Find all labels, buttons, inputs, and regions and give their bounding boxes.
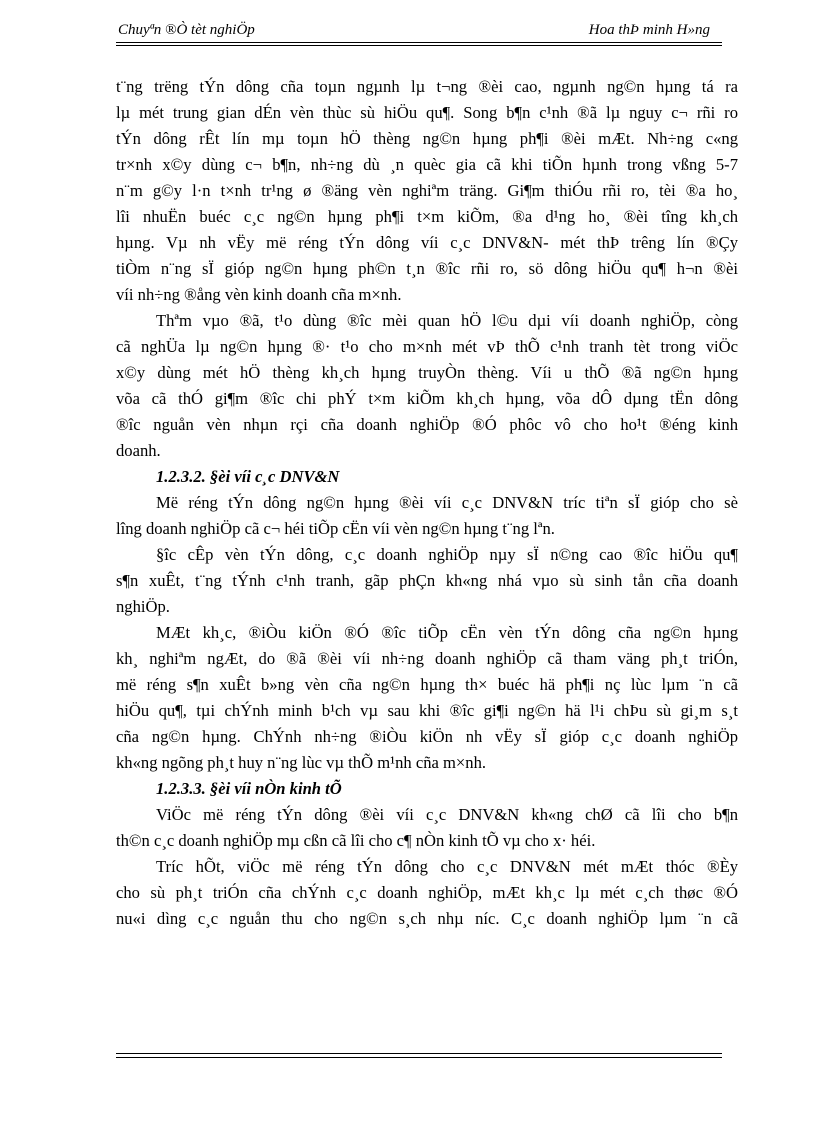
text-line: tr×nh x©y dùng c¬ b¶n, nh÷ng dù ¸n quèc gia cã khi tiÕn hµnh trong vßng 5-7 [116,155,738,174]
text-line: Thªm vµo ®ã, t¹o dùng ®îc mèi quan hÖ l©u dµi víi doanh nghiÖp, còng [156,311,738,330]
text-line: doanh. [116,441,161,460]
text-line: nu«i dìng c¸c nguån thu cho ng©n s¸ch nhµ níc. C¸c doanh nghiÖp lµm ¨n cã [116,909,738,928]
text-line: cã nghÜa lµ ng©n hµng ®· t¹o cho m×nh mét vÞ thÕ c¹nh tranh tèt trong viÖc [116,337,738,356]
text-line: s¶n xuÊt, t¨ng tÝnh c¹nh tranh, gãp phÇn kh«ng nhá vµo sù sinh tån cña doanh [116,571,738,590]
header-rule [116,45,722,46]
text-line: §îc cÊp vèn tÝn dông, c¸c doanh nghiÖp nµy sÏ n©ng cao ®îc hiÖu qu¶ [156,545,738,564]
text-line: tiÒm n¨ng sÏ gióp ng©n hµng ph©n t¸n ®îc rñi ro, sö dông hiÖu qu¶ h¬n ®èi [116,259,738,278]
section-heading: 1.2.3.2. §èi víi c¸c DNV&N [156,467,340,486]
text-line: cho sù ph¸t triÓn cña chÝnh c¸c doanh nghiÖp, mÆt kh¸c lµ mét c¸ch thøc ®Ó [116,883,738,902]
text-line: hµng. Vµ nh vËy më réng tÝn dông víi c¸c DNV&N- mét thÞ trêng lín ®Çy [116,233,738,252]
text-line: tÝn dông rÊt lín mµ toµn hÖ thèng ng©n hµng ph¶i ®èi mÆt. Nh÷ng c«ng [116,129,738,148]
text-line: x©y dùng mét hÖ thèng kh¸ch hµng truyÒn thèng. Víi u thÕ ®ã ng©n hµng [116,363,738,382]
text-line: kh¸ nghiªm ngÆt, do ®ã ®èi víi nh÷ng doanh nghiÖp cã tham väng ph¸t triÓn, [116,649,738,668]
footer-rule [116,1053,722,1054]
text-line: Tríc hÕt, viÖc më réng tÝn dông cho c¸c DNV&N mét mÆt thóc ®Èy [156,857,738,876]
body-text [116,74,738,932]
text-line: më réng s¶n xuÊt b»ng vèn cña ng©n hµng th× buéc hä ph¶i nç lùc lµm ¨n cã [116,675,738,694]
text-line: lîng doanh nghiÖp cã c¬ héi tiÕp cËn víi vèn ng©n hµng t¨ng lªn. [116,519,555,538]
text-line: cña ng©n hµng. ChÝnh nh÷ng ®iÒu kiÖn nh vËy sÏ gióp c¸c doanh nghiÖp [116,727,738,746]
header-title: Chuyªn ®Ò tèt nghiÖp [118,22,255,38]
text-line: n¨m g©y l·n t×nh tr¹ng ø ®äng vèn nghiªm träng. Gi¶m thiÓu rñi ro, tèi ®a ho¸ [116,181,738,200]
page-header [116,18,722,42]
footer-rule [116,1057,722,1058]
text-line: nghiÖp. [116,597,170,616]
text-line: ®îc nguån vèn nhµn rçi cña doanh nghiÖp ®Ó phôc vô cho ho¹t ®éng kinh [116,415,738,434]
text-line: kh«ng ngõng ph¸t huy n¨ng lùc vµ thÕ m¹nh cña m×nh. [116,753,487,772]
text-line: ViÖc më réng tÝn dông ®èi víi c¸c DNV&N kh«ng chØ cã lîi cho b¶n [156,805,738,824]
header-author: Hoa thÞ minh H»ng [588,22,710,38]
section-heading: 1.2.3.3. §èi víi nÒn kinh tÕ [156,779,342,798]
text-line: hiÖu qu¶, tµi chÝnh minh b¹ch vµ sau khi ®îc gi¶i ng©n hä l¹i chÞu sù gi¸m s¸t [116,701,738,720]
text-line: lîi nhuËn buéc c¸c ng©n hµng ph¶i t×m kiÕm, ®a d¹ng ho¸ ®èi tîng kh¸ch [116,207,738,226]
text-line: MÆt kh¸c, ®iÒu kiÖn ®Ó ®îc tiÕp cËn vèn tÝn dông cña ng©n hµng [156,623,738,642]
text-line: víi nh÷ng ®ång vèn kinh doanh cña m×nh. [116,285,402,304]
text-line: th©n c¸c doanh nghiÖp mµ cßn cã lîi cho c¶ nÒn kinh tÕ vµ cho x· héi. [116,831,596,850]
text-line: lµ mét trung gian dÉn vèn thùc sù hiÖu qu¶. Song b¶n c¹nh ®ã lµ nguy c¬ rñi ro [116,103,738,122]
header-rule [116,42,722,43]
text-line: Më réng tÝn dông ng©n hµng ®èi víi c¸c DNV&N tríc tiªn sÏ gióp cho sè [156,493,738,512]
text-line: t¨ng trëng tÝn dông cña toµn ngµnh lµ t¬ng ®èi cao, ngµnh ng©n hµng tá ra [116,77,738,96]
text-line: võa cã thÓ gi¶m ®îc chi phÝ t×m kiÕm kh¸ch hµng, võa dÔ dµng tËn dông [116,389,738,408]
